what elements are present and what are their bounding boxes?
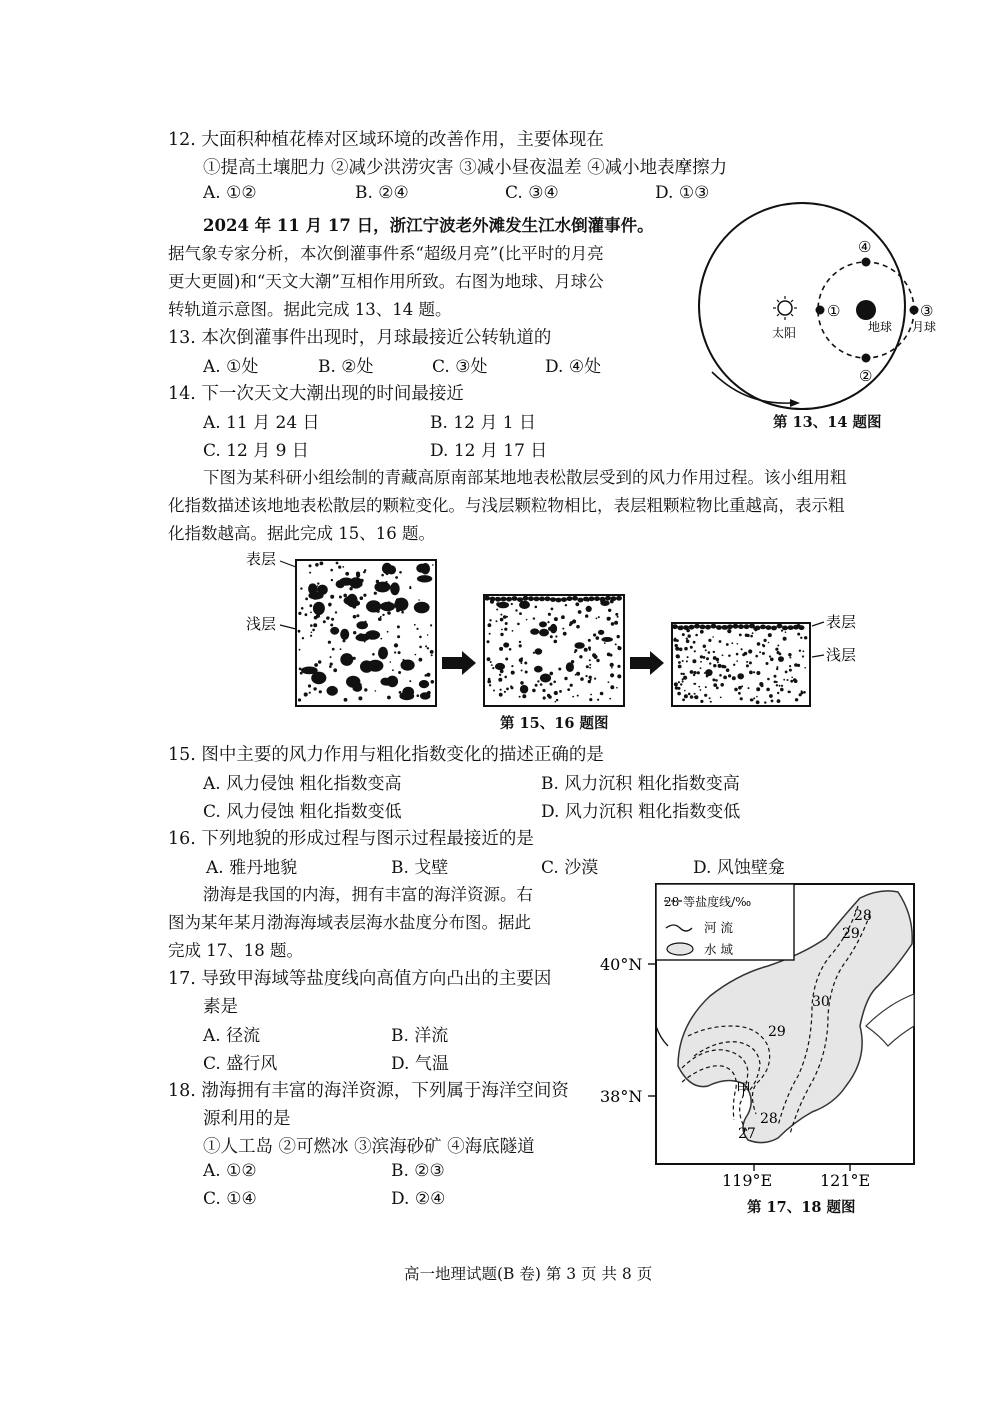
layer3-surface-label: 表层 [826,613,857,631]
layer1-surface-label: 表层 [246,550,277,568]
moon-position-4-dot [862,258,871,267]
moon-position-4-label: ④ [858,238,872,256]
q17-option-b: B. 洋流 [391,1026,449,1046]
moon-position-3-label: ③ [920,302,934,320]
q18-option-d: D. ②④ [391,1189,446,1209]
q13-option-a: A. ①处 [203,357,259,377]
passage-13-14-line2: 据气象专家分析，本次倒灌事件系“超级月亮”(比平时的月亮 [168,244,604,263]
earth-dot [856,300,876,320]
passage-13-14-line3: 更大更圆)和“天文大潮”互相作用所致。右图为地球、月球公 [168,272,604,291]
process-arrow-1-icon [442,651,476,675]
q17-option-d: D. 气温 [391,1054,449,1074]
legend-water-icon [667,943,693,955]
layer-box-1 [296,560,436,706]
q13-option-d: D. ④处 [545,357,602,377]
q14-option-b: B. 12 月 1 日 [430,413,536,433]
layers-figure-caption: 第 15、16 题图 [500,715,609,732]
q18-option-b: B. ②③ [391,1161,445,1181]
q18-items: ①人工岛 ②可燃冰 ③滨海砂矿 ④海底隧道 [203,1137,535,1157]
q16-option-c: C. 沙漠 [541,858,599,878]
q16-option-b: B. 戈壁 [391,858,449,878]
moon-position-3-dot [910,306,919,315]
q15-option-b: B. 风力沉积 粗化指数变高 [541,774,740,794]
process-arrow-2-icon [630,651,664,675]
q12-option-a: A. ①② [203,183,257,203]
q13-option-c: C. ③处 [432,357,488,377]
legend-water-label: 水 域 [704,942,733,957]
isoline-label-28-south: 28 [760,1111,778,1127]
q14-option-c: C. 12 月 9 日 [203,441,309,461]
orbit-direction-arrow [712,372,790,403]
q17-stem-line2: 素是 [203,997,238,1017]
q12-stem: 12. 大面积种植花棒对区域环境的改善作用，主要体现在 [168,130,604,150]
q14-option-a: A. 11 月 24 日 [203,413,320,433]
q13-stem: 13. 本次倒灌事件出现时，月球最接近公转轨道的 [168,328,552,348]
lon-119-label: 119°E [722,1171,773,1190]
q12-option-b: B. ②④ [355,183,409,203]
q13-option-b: B. ②处 [318,357,374,377]
arrow-head-icon [790,399,800,407]
layer1-shallow-pointer [280,625,296,629]
passage-15-16-line1: 下图为某科研小组绘制的青藏高原南部某地地表松散层受到的风力作用过程。该小组用粗 [203,468,847,487]
moon-position-1-dot [816,306,825,315]
passage-15-16-line3: 化指数越高。据此完成 15、16 题。 [168,524,435,543]
legend-isohaline-label: 28 等盐度线/‰ [664,895,752,909]
map-figure-caption: 第 17、18 题图 [747,1199,856,1216]
layer3-shallow-pointer [812,655,824,657]
moon-position-1-label: ① [827,302,841,320]
q16-stem: 16. 下列地貌的形成过程与图示过程最接近的是 [168,829,534,849]
q18-option-c: C. ①④ [203,1189,257,1209]
sun-label: 太阳 [772,326,797,340]
jia-label: 甲 [736,1080,752,1098]
page-footer: 高一地理试题(B 卷) 第 3 页 共 8 页 [404,1265,653,1283]
q15-option-d: D. 风力沉积 粗化指数变低 [541,802,741,822]
q12-items: ①提高土壤肥力 ②减少洪涝灾害 ③减小昼夜温差 ④减小地表摩擦力 [203,158,728,178]
isoline-label-27: 27 [738,1126,756,1142]
isoline-label-29-north: 29 [842,926,860,942]
isoline-label-29-south: 29 [768,1024,786,1040]
legend-river-label: 河 流 [704,920,733,935]
passage-17-18-line2: 图为某年某月渤海海域表层海水盐度分布图。据此 [168,913,531,932]
sun-icon [773,296,797,320]
wind-layers-figure [240,545,880,715]
isoline-label-28-north: 28 [854,908,872,924]
layer3-surface-pointer [812,622,824,626]
q18-option-a: A. ①② [203,1161,257,1181]
q15-stem: 15. 图中主要的风力作用与粗化指数变化的描述正确的是 [168,745,604,765]
passage-17-18-line3: 完成 17、18 题。 [168,941,303,960]
moon-label: 月球 [912,320,937,334]
moon-position-2-label: ② [859,367,873,385]
q12-option-c: C. ③④ [505,183,559,203]
q15-option-c: C. 风力侵蚀 粗化指数变低 [203,802,402,822]
isoline-label-30: 30 [812,994,830,1010]
passage-13-14-line1: 2024 年 11 月 17 日，浙江宁波老外滩发生江水倒灌事件。 [203,216,654,235]
q16-option-d: D. 风蚀壁龛 [693,858,785,878]
bohai-salinity-map [598,876,930,1192]
moon-position-2-dot [862,354,871,363]
q14-option-d: D. 12 月 17 日 [430,441,548,461]
q18-stem-line2: 源利用的是 [203,1109,291,1129]
q12-option-d: D. ①③ [655,183,710,203]
lon-121-label: 121°E [820,1171,871,1190]
q18-stem-line1: 18. 渤海拥有丰富的海洋资源，下列属于海洋空间资 [168,1081,569,1101]
q17-stem-line1: 17. 导致甲海域等盐度线向高值方向凸出的主要因 [168,969,552,989]
earth-label: 地球 [868,320,893,334]
q14-stem: 14. 下一次天文大潮出现的时间最接近 [168,384,464,404]
q15-option-a: A. 风力侵蚀 粗化指数变高 [203,774,402,794]
orbit-figure-caption: 第 13、14 题图 [773,414,882,431]
q17-option-a: A. 径流 [203,1026,261,1046]
passage-15-16-line2: 化指数描述该地地表松散层的颗粒变化。与浅层颗粒物相比，表层粗颗粒物比重越高，表示粗 [168,496,845,515]
layer1-shallow-label: 浅层 [246,615,277,633]
passage-17-18-line1: 渤海是我国的内海，拥有丰富的海洋资源。右 [203,885,533,904]
lat-40-label: 40°N [600,955,643,974]
q17-option-c: C. 盛行风 [203,1054,278,1074]
orbit-figure [690,200,970,440]
layer-box-2 [484,595,624,706]
q16-option-a: A. 雅丹地貌 [206,858,298,878]
lat-38-label: 38°N [600,1087,643,1106]
layer1-surface-pointer [280,561,296,567]
passage-13-14-line4: 转轨道示意图。据此完成 13、14 题。 [168,300,452,319]
layer3-shallow-label: 浅层 [826,646,857,664]
